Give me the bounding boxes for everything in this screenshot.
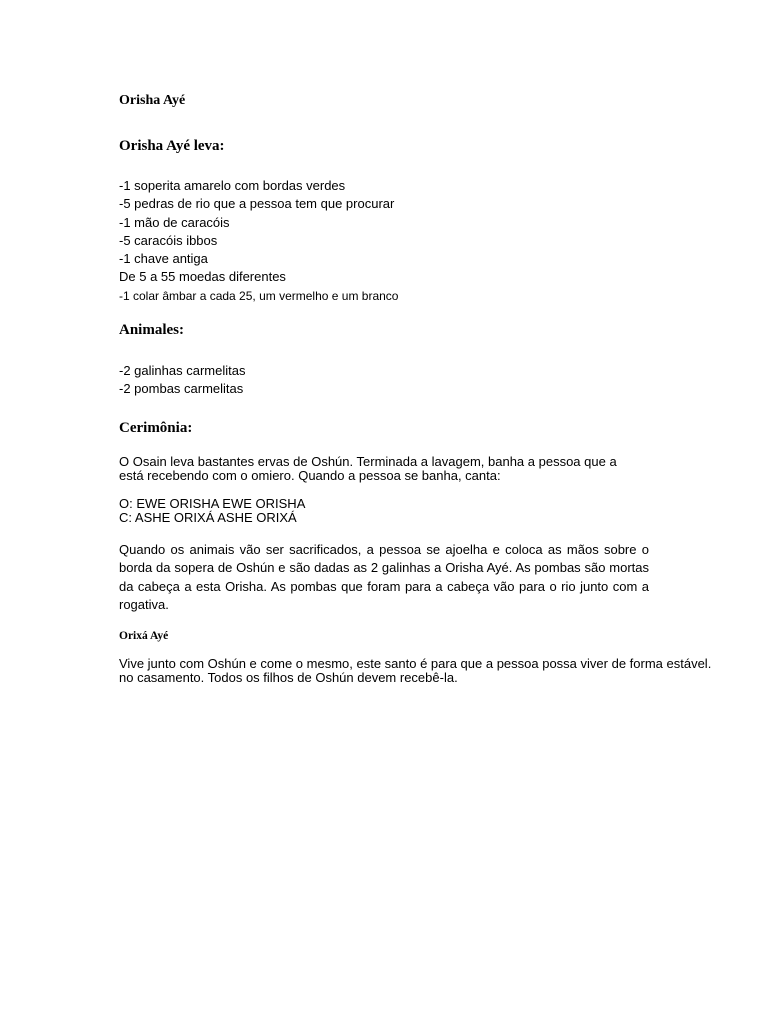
list-item: -1 soperita amarelo com bordas verdes — [119, 178, 346, 193]
cerimonia-intro-line-2: está recebendo com o omiero. Quando a pessoa se banha, canta: — [119, 468, 501, 483]
list-item: -2 pombas carmelitas — [119, 381, 244, 397]
animales-list — [119, 362, 245, 399]
orixa-line-2: no casamento. Todos os filhos de Oshún devem recebê-la. — [119, 670, 458, 685]
cerimonia-intro-line-1: O Osain leva bastantes ervas de Oshún. Terminada a lavagem, banha a pessoa que a — [119, 454, 617, 469]
orixa-line-1: Vive junto com Oshún e come o mesmo, este santo é para que a pessoa possa viver de forma estável. — [119, 656, 712, 671]
document-title: Orisha Ayé — [119, 93, 186, 108]
animales-heading: Animales: — [119, 322, 184, 338]
leva-list — [119, 177, 398, 305]
list-item: De 5 a 55 moedas diferentes — [119, 269, 286, 285]
list-item: -5 pedras de rio que a pessoa tem que procurar — [119, 196, 395, 212]
orixa-heading: Orixá Ayé — [119, 630, 169, 642]
list-item: -1 mão de caracóis — [119, 214, 230, 230]
cerimonia-heading: Cerimônia: — [119, 420, 193, 436]
list-item: -1 colar âmbar a cada 25, um vermelho e um branco — [119, 288, 399, 303]
list-item: -2 galinhas carmelitas — [119, 363, 246, 378]
song-line-1: O: EWE ORISHA EWE ORISHA — [119, 496, 306, 511]
list-item: -5 caracóis ibbos — [119, 232, 218, 248]
leva-heading: Orisha Ayé leva: — [119, 138, 225, 154]
sacrifice-paragraph: Quando os animais vão ser sacrificados, a pessoa se ajoelha e coloca as mãos sobre o borda da sopera de Oshún e são dadas as 2 galinhas a Orisha Ayé. As pombas são mortas da cabeça a esta Orisha. As pombas que foram para a cabeça vão para o rio junto com a rogativa. — [119, 542, 649, 612]
song-line-2: C: ASHE ORIXÁ ASHE ORIXÁ — [119, 510, 297, 525]
list-item: -1 chave antiga — [119, 251, 208, 267]
